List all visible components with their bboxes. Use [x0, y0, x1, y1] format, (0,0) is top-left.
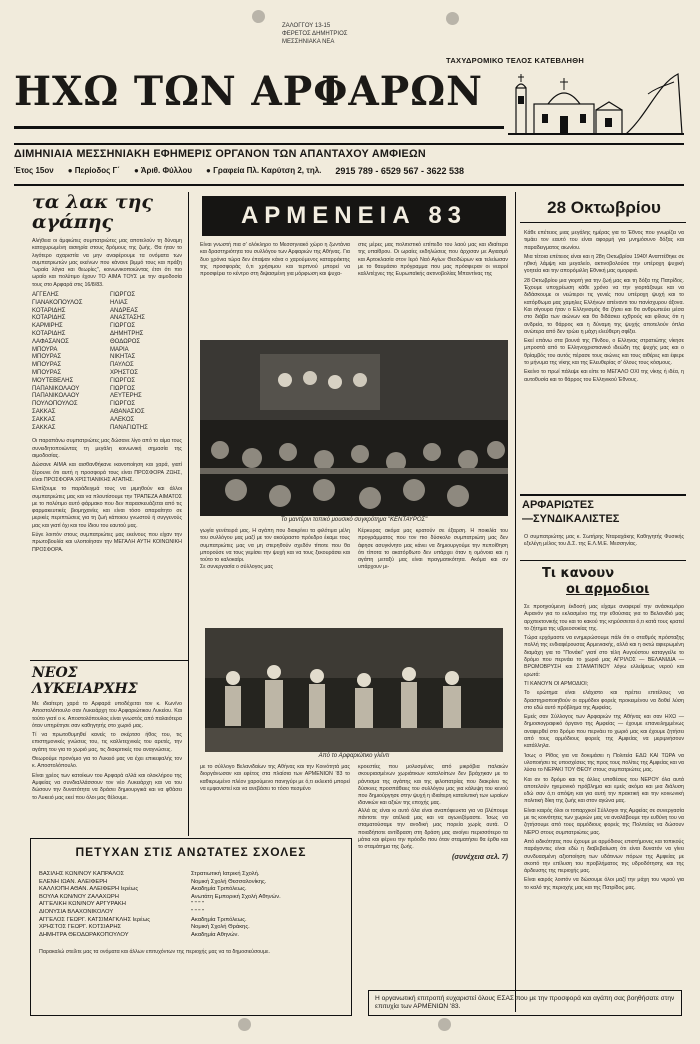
- donor-list: [32, 292, 182, 432]
- blood-article-paragraph: Οι παραπάνω συμπατριώτες μας δώσανε λίγο από το αίμα τους συνειδητοποιώντας τη μεγάλη κοινωνική σημασία της αιμοδοσίας.: [32, 438, 182, 460]
- donor-surname: ΑΓΓΕΛΗΣ: [32, 292, 59, 299]
- lyceum-title: ΛΥΚΕΙΑΡΧΗΣ: [32, 681, 138, 697]
- donor-surname: ΜΠΟΥΡΑΣ: [32, 354, 62, 361]
- donor-firstname: ΓΙΩΡΓΟΣ: [110, 377, 136, 384]
- donor-firstname: ΓΙΩΡΓΟΣ: [110, 292, 136, 299]
- concert-photo-caption: Το μαντέρνι τοπικό μουσικό συγκρότημα "ΚΕΝΤΑΥΡΟΣ": [280, 517, 428, 523]
- what-title: [522, 566, 686, 598]
- what-paragraph: Τώρα ερχόμαστε να ενημερώσουμε πάλι ότι ο σταθμός πρόσταξης πολλή της ενδιαφέρουσας Αρμενιακής, αλλά και η οκτώ αφιερωμένη διαμάχη για το "Πονάκι" γιατί στο τέλη Αυγούστου καταγγείλε το δρόμο που περνάει το χωριό μας ΑΓΡΙΛΟΣ — ΒΕΛΑΝΙΔΙΑ — ΒΡΩΜΟΒΡΥΣΗ και ΣΤΑΜΑΤΙΝΟΥ λόγω ελλείψεως νερού και ερωτά:: [524, 635, 684, 678]
- thanks-text: Η οργανωτική επιτροπή ευχαριστεί όλους ΕΣΑΣ που με την προσφορά και αγάπη σας βοηθήσατε στην επιτυχία των ΑΡΜΕΝΙΩΝ '83.: [375, 995, 675, 1010]
- armenia-text: [200, 528, 350, 572]
- student-name: ΚΑΛΛΙΟΠΗ ΑΘΑΝ. ΑΛΕΙΦΕΡΗ Ιερέως: [39, 886, 139, 893]
- donor-firstname: ΔΗΜΗΤΡΗΣ: [110, 331, 144, 338]
- what-question: ΤΙ ΚΑΝΟΥΝ ΟΙ ΑΡΜΟΔΙΟΙ;: [524, 680, 589, 687]
- student-name: ΒΟΥΛΑ ΚΩΝ/ΝΟΥ ΖΑΛΑΧΩΡΗ: [39, 893, 119, 900]
- universities-row: [39, 909, 343, 917]
- october-paragraph: Εκεί επάνω στα βουνά της Πίνδου, ο Ελληνας στρατιώτης νίκησε μπροστά από το Ελληνοχριστιανικό ιδεώδη της ψυχής μας και ο θρίαμβός του αυτός πέρασε τους αιώνες και τους αιθέρες και έφερε το μήνυμα της νίκης και της Ελευθερίας σ' όλους τους κόσμους.: [524, 338, 684, 367]
- donor-row: [32, 378, 182, 386]
- donor-surname: ΠΑΠΑΝΙΚΟΛΑΟΥ: [32, 393, 80, 400]
- donor-surname: ΜΠΟΥΡΑΣ: [32, 370, 62, 377]
- donor-surname: ΚΑΡΜΙΡΗΣ: [32, 323, 63, 330]
- donor-row: [32, 393, 182, 401]
- what-title-line: οι αρμοδιοι: [566, 582, 650, 597]
- universities-box: [30, 838, 352, 1016]
- donor-firstname: ΝΙΚΗΤΑΣ: [110, 354, 136, 361]
- divider: [30, 660, 188, 661]
- syndicalists-title-line: —ΣΥΝΔΙΚΑΛΙΣΤΕΣ: [522, 513, 620, 525]
- school-name: " " " ": [191, 901, 205, 908]
- punch-hole: [438, 1018, 451, 1031]
- student-name: ΑΓΓΕΛΙΚΗ ΚΩΝ/ΝΟΥ ΑΡΓΥΡΑΚΗ: [39, 901, 126, 908]
- donor-firstname: ΛΕΥΤΕΡΗΣ: [110, 393, 142, 400]
- october-paragraph: Μια τέτοια επέτειος είναι και η 28η Οκτωβρίου 1940! Αναπτέθηκε σε ηθική λάμψη και μεγαλείο, ακτινοβολούσε την υπέροχη ψυχική γοητεία και την απορόμιλλη Εθνική μας ομορφιά.: [524, 253, 684, 275]
- what-paragraph: Σε προηγούμενη έκδοσή μας είχαμε αναφερεί την ανάσκεμόρο Αιρανόν για το εκλασμένο της την εθούσιας για το Βελανιδιό μας αρχιτεκτονικής του και το κακού της κηρύσσεται ό,τι κατά τους κρατεί το ζήτημα της υβρεοσοκίας της.: [524, 604, 684, 632]
- armenia-paragraph: Αλλά ας είναι κι αυτό όλα είναι αναπόφευκτα για να βλέπουμε πάντοτε την ατέλειά μας και να αγωνιζόμαστε. Ίσως να σταματούσαμε την ανοδική μας πορεία χωρίς αυτά. Ο ποιαδήποτε αντίδραση στη δράση μας ανοίγει περισσότερο τα μάτια και φέρνει την πρόοδο που όταν σταματήσει θα έρθει και το σταμάτημα της ζωής.: [358, 807, 508, 851]
- blood-article-intro: Αλήθεια οι άμφιώτες συμπατριώτες μας αποτελούν τη δύναμη κατοχυρωμένη αισιηρία στους δρόμους της ζωής. Θα ήταν το λιγότερο αχαριστία να μην αναφέρουμε τα ονόματα των συμπατριωτών μας εκείνων που κάνανε βιμμό τους και πράξη "ωραία λόγια και θεωρίες", κοινωνικοποιώντας έτσι ότι πιο ωραίο και πολύτιμο έχουν ΤΟ ΑΙΜΑ ΤΟΥΣ με την αιμοδοσία τους στο Αρφαρά στις 16/8/83.: [32, 238, 182, 288]
- address-line: ΦΕΡΕΤΟΣ ΔΗΜΗΤΡΙΟΣ: [282, 31, 348, 37]
- column-rule: [188, 192, 189, 836]
- school-name: Ακαδημία Αθηνών.: [191, 931, 240, 938]
- donor-row: [32, 339, 182, 347]
- donor-row: [32, 362, 182, 370]
- postage-note: ΤΑΧΥΔΡΟΜΙΚΟ ΤΕΛΟΣ ΚΑΤΕΒΛΗΘΗ: [446, 56, 585, 65]
- donor-firstname: ΘΟΔΩΡΟΣ: [110, 338, 141, 345]
- column-rule: [515, 192, 516, 1012]
- armenia-paragraph: κροεστίες που μολυσμένες από μικρόβια παλαιών σκουριασμένων χωριάτικων καταλοίπων δεν βράχηκαν με το ράντισμα της αγάπης και της φιλοπατρίας που διακρίνει τις δύσκνες προσπάθειες του συλλόγου μας για κάλυψη του κενού που δημιούργησε στην ψυχή η ιδιαίτερη καταλυτική των ωραίων ιδανικών και αξιών της εποχής μας.: [358, 764, 508, 807]
- donor-firstname: ΗΛΙΑΣ: [110, 299, 128, 306]
- donor-surname: ΜΠΟΥΡΑ: [32, 346, 58, 353]
- donor-surname: ΣΑΚΚΑΣ: [32, 409, 56, 416]
- donor-row: [32, 347, 182, 355]
- what-article: [524, 604, 684, 892]
- donor-surname: ΣΑΚΚΑΣ: [32, 416, 56, 423]
- donor-surname: ΓΙΑΝΑΚΟΠΟΥΛΟΣ: [32, 299, 83, 306]
- donor-surname: ΚΟΤΑΡΙΔΗΣ: [32, 307, 66, 314]
- what-paragraph: Το ερώτημα είναι ελάχιστο και πρέπει επιτέλους να δραστηριοποιηθούν οι αρμόδιοι φορείς προκειμένου να δοθεί λύση στο εδώ αυτό πρόβλημα της Αμφείας.: [524, 690, 684, 711]
- armenia-paragraph: Σε συνεργασία ο σύλλογος μας: [200, 564, 274, 571]
- donor-row: [32, 300, 182, 308]
- armenia-text: Κέρκυρας ακόμα μας κρατούν σε έξαρση. Η ποικιλία του προγράμματος που τον πιο δύσκολο συμπατριώτη μας δεν άφησε ασυγκίνητο μας κάνει να δημιουργούμε την πεποίθηση ότι τίποτα το ακατόρθωτο δεν υπάρχει όταν η ομόνοια και η αγάπη μεταξύ μας είναι πραγματικότητα. Ακόμα και αν υπάρχουν μι-: [358, 528, 508, 571]
- donor-firstname: ΓΙΩΡΓΟΣ: [110, 385, 136, 392]
- address-line: ΜΕΣΣΗΝΙΑΚΑ ΝΕΑ: [282, 39, 335, 45]
- school-name: " " " ": [191, 908, 205, 915]
- donor-row: [32, 292, 182, 300]
- school-name: Νομική Σχολή Θεσσαλονίκης.: [191, 878, 267, 885]
- donor-row: [32, 315, 182, 323]
- donor-row: [32, 308, 182, 316]
- punch-hole: [238, 1018, 251, 1031]
- donor-row: [32, 354, 182, 362]
- donor-firstname: ΠΑΝΑΓΙΩΤΗΣ: [110, 424, 148, 431]
- donor-surname: ΠΟΥΛΟΠΟΥΛΟΣ: [32, 401, 78, 408]
- blood-article-title: τα λακ της αγάπης: [32, 191, 153, 233]
- festival-photo-caption: Από το Αρφαριώτικο γλέντι: [318, 753, 390, 759]
- period: ● Περίοδος Γ΄: [67, 166, 120, 175]
- divider: [520, 222, 686, 223]
- student-name: ΑΓΓΕΛΟΣ ΓΕΩΡΓ. ΚΑΤΣΙΜΑΓΚΛΗΣ Ιερέως: [39, 916, 151, 923]
- what-paragraph: Και αν το δρόμο και τις άλλες υποθέσεις του ΝΕΡΟΥ όλα αυτά αποτελούν ηγεμονικό πρόβλημα και εμείς ακόμα και μια διάλυση εδώ σαν ό,τι απόψη και για αυτή την πρακτική και την κοινωνική πολιτική δίκη της ζωής και στον αγώνα μας.: [524, 776, 684, 805]
- universities-row: [39, 894, 343, 902]
- school-name: Ακαδημία Τριπόλεως.: [191, 916, 247, 923]
- donor-row: [32, 425, 182, 433]
- october-title: 28 Οκτωβρίου: [547, 198, 661, 217]
- donor-firstname: ΑΛΕΚΟΣ: [110, 416, 135, 423]
- lyceum-paragraph: Θεωρούμε προνόμιο για το Λυκειό μας να έχει επικεφαλής τον κ. Αποστολόπουλο.: [32, 756, 182, 770]
- october-paragraph: Κάθε επέτειος μιας μεγάλης ημέρας για το Έθνος που γνωρίζει να τιμάει τον εαυτό του είναι αφορμή για μνημόσυνο δόξας και παραδειγματος αιωνίου.: [524, 230, 684, 251]
- punch-hole: [252, 10, 265, 23]
- concert-photo: [200, 340, 508, 516]
- lyceum-title: ΝΕΟΣ: [32, 665, 78, 681]
- armenia-paragraph: γωγία γενέτειρά μας. Η αγάπη που διακρίνει τα φιλότιμα μέλη του συλλόγου μας μαζί με τον ακούραστο πρόεδρο έκαμε τους συμπατριώτες μας να μη στερηθούν σχεδόν τίποτε που θα μπορούσε να τους γεμίσει την ψυχή και να τους ξεκουράσει και τούτο το καλοκαίρι.: [200, 528, 350, 564]
- donor-surname: ΚΟΤΑΡΙΔΗΣ: [32, 331, 66, 338]
- festival-photo: [205, 628, 503, 752]
- october-paragraph: 28 Οκτωβρίου μια γιορτή για την ζωή μας και τη δόξα της Πατρίδος. Έχουμε υποχρέωση κάθε χρόνο να την γιορτάζουμε και να διδάσκουμε οι νεώτεροι τις γενιές που υπέροχη ψυχή και το κατόρθωμα μας χαμηλες Ελλήνων απέναντι του πανίσχυρου άξονα. Και σίγουρα ήταν ο Ελληνισμός θα ζήσει και θα ανθρωπεύει μέσα στο διάβα των αιώνων και θα διδάσκει εχθρούς και φίλους ότι η ανδρεία, το θάρρος και η δύναμη της ψυχής αποτελούν όπλα ανώτερα από δεν τρώει η μάχη ελεύθερη σφίξει.: [524, 277, 684, 335]
- school-name: Νομική Σχολή Θράκης.: [191, 924, 250, 931]
- divider: [520, 494, 686, 496]
- issue: ● Άριθ. Φύλλου: [133, 166, 193, 175]
- what-paragraph: Είναι καιρός όλοι οι τοπαρχικοί Σύλλογοι της Αμφείας σε συνεργασία με τις κοινότητες των χωριών μας να αναλάβουμε την ευθύνη του να ζητήσουμε από τους αρμόδιους φορείς της Πολιτείας να δώσουν ΝΕΡΟ στους συμπατριώτες μας.: [524, 807, 684, 836]
- continued-note: (συνέχεια σελ. 7): [452, 853, 508, 861]
- donor-firstname: ΠΑΥΛΟΣ: [110, 362, 134, 369]
- punch-hole: [446, 12, 459, 25]
- lyceum-paragraph: Τί να πρωτοθυμηθεί κανείς το σκέρτσο ήθος του, τις επιστημονικές γνώσεις του, τις καλλιτεχνικές του αρετές, την αγάπη του για το χωριό μας, τις διακριτικές του αναγνώσεις.: [32, 732, 182, 753]
- masthead-info-line: [14, 166, 694, 176]
- office: ● Γραφεία Πλ. Καρύτση 2, τηλ.: [206, 166, 322, 175]
- donor-row: [32, 409, 182, 417]
- year: Έτος 15ον: [14, 166, 54, 175]
- masthead-rule: [14, 126, 504, 129]
- universities-row: [39, 924, 343, 932]
- armenia-text: [358, 764, 508, 861]
- universities-row: [39, 871, 343, 879]
- donor-surname: ΠΑΠΑΝΙΚΟΛΑΟΥ: [32, 385, 80, 392]
- syndicalists-title: [522, 498, 686, 526]
- student-name: ΒΑΣΙΛΗΣ ΚΩΝ/ΝΟΥ ΚΑΠΡΑΛΟΣ: [39, 871, 125, 877]
- lyceum-paragraph: Με ιδιαίτερη χαρά το Αρφαρά υποδέχεται τον κ. Κων/νο Αποστολόπουλο σαν Λυκειάρχη του Αρφαριώτικου Λυκείου. Και τούτο γιατί ο κ. Αποστολόπουλος είναι γνωστός από παλαιότερα όταν υπηρέτησε σαν καθηγητής στο χωριό μας.: [32, 701, 182, 729]
- donor-firstname: ΑΝΑΣΤΑΣΗΣ: [110, 315, 146, 322]
- armenia-banner-text: ΑΡΜΕΝΕΙΑ 83: [240, 202, 468, 229]
- phones: 2915 789 - 6529 567 - 3622 538: [335, 166, 464, 176]
- universities-list: [39, 871, 343, 939]
- school-name: Ανωτάτη Εμπορική Σχολή Αθηνών.: [191, 893, 281, 900]
- what-paragraph: Είναι καιρός λοιπόν να δώσουμε όλοι μαζί την μάχη του νερού για το καλό της περιοχής μας και της Πατρίδος μας.: [524, 877, 684, 891]
- donor-row: [32, 331, 182, 339]
- donor-row: [32, 323, 182, 331]
- lyceum-paragraph: Είναι χρέος των κατοίκων του Αρφαρά αλλά και ολοκλήρου της Αμφείας να συνδιαλλάσσουν τον νέο Λυκειάρχη και να του δώσουν την δυνατότητα να δράσει δημιουργικά και να φθάσει το Λυκειό μας εκεί που όλοι μας θέλουμε.: [32, 772, 182, 801]
- october-paragraph: Εκείνο το πρωί πάλεψε και είπε το ΜΕΓΑΛΟ ΟΧΙ της νίκης ή ιδέα, η αυτοθυσία και το θάρρος του Ελληνικού Έθνους.: [524, 369, 684, 383]
- universities-note: Παρακαλώ στείλτε μας τα ονόματα και άλλων επιτυχόντων της περιοχής μας να τα δημοσιεύσουμε.: [39, 949, 270, 956]
- left-column: [32, 192, 182, 554]
- universities-row: [39, 901, 343, 909]
- donor-surname: ΣΑΚΚΑΣ: [32, 424, 56, 431]
- donor-firstname: ΓΙΩΡΓΟΣ: [110, 401, 136, 408]
- armenia-text: στις μέρες μας πολιτιστικό επίπεδο του λαού μας και ιδιαίτερα της υπαίθρου. Οι ωραίες εκδηλώσεις που άρχισαν με Αγιασμό και Αρτοκλασία στον Ιερό Ναό Αγίων Θεοδώρων και τελείωσαν με το θαυμάσιο πρόγραμμα που μας πρόσφεραν οι νεαροί καλλιτέχνες της Ευρωπαϊκής ακτινοβολίας Μπαντίνας της: [358, 242, 508, 278]
- blood-article-paragraph: Ελπίζουμε το παράδειγμά τους να μιμηθούν και άλλοι συμπατριώτες μας και να πλουτίσουμε την ΤΡΑΠΕΖΑ ΑΙΜΑΤΟΣ με το πολύτιμο αυτό φάρμακο που δεν παρασκευάζεται από τις φαρμακευτικές βιομηχανίες και είναι τόσο απαραίτητο σε μερικές περιπτώσεις για τη ζωή κάποιου γνωστού ή συγγενούς μας και γιατί όχι και του ίδιου του εαυτού μας.: [32, 486, 182, 529]
- armenia-text: Είναι γνωστή πια σ' ολόκληρο το Μεσσηνιακό χώρο η ζωντάνια και δραστηριότητα του συλλόγου των Αρφαριών της Αθήνας. Για δυο χρόνια τώρα δεν έπαψαν κάνα ο χαρούμενος καταρράκτης της προσφοράς ό,τι χρήσιμου και τερπνού μπορεί να προσφέρει το κέντρο στη διψασμένη για μόρφωση και ψυχα-: [200, 242, 350, 278]
- universities-title: ΠΕΤΥΧΑΝ ΣΤΙΣ ΑΝΩΤΑΤΕΣ ΣΧΟΛΕΣ: [75, 845, 307, 859]
- school-name: Στρατιωτική Ιατρική Σχολή.: [191, 871, 260, 877]
- church-illustration: [508, 64, 684, 140]
- address-label: [282, 22, 418, 46]
- donor-row: [32, 417, 182, 425]
- blood-article-paragraph: Δώσανε ΑΙΜΑ και αισθανθήκανε ικανοποίηση και χαρά, γιατί ξέρουνε ότι αυτή η προσφορά τους είναι ΠΡΟΣΦΟΡΑ ΖΩΗΣ, είναι ΠΡΟΣΦΟΡΑ ΧΡΙΣΤΙΑΝΙΚΗΣ ΑΓΑΠΗΣ.: [32, 462, 182, 483]
- donor-firstname: ΑΝΔΡΕΑΣ: [110, 307, 139, 314]
- what-title-line: Τι κανουν: [542, 566, 615, 581]
- donor-firstname: ΜΑΡΙΑ: [110, 346, 129, 353]
- masthead-subtitle: ΔΙΜΗΝΙΑΙΑ ΜΕΣΣΗΝΙΑΚΗ ΕΦΗΜΕΡΙΣ ΟΡΓΑΝΟΝ ΤΩΝ ΑΠΑΝΤΑΧΟΥ ΑΜΦΙΕΩΝ: [14, 148, 426, 160]
- donor-row: [32, 370, 182, 378]
- donor-firstname: ΓΙΩΡΓΟΣ: [110, 323, 136, 330]
- what-paragraph: Εμείς σαν Σύλλογος των Αρφαριών της Αθήνας και σαν ΗΧΩ — δημοσιογραφικό όργανο της Αμφείας — έχουμε επανειλημμένως αναφερθεί στο δρόμο που περνάει το χωριό μας και έχουμε ζητήσει από τους αρμόδιους φορείς της Αμφείας να μεριμνήσουν κατάλληλα.: [524, 714, 684, 750]
- student-name: ΔΗΜΗΤΡΑ ΘΕΟΔΩΡΑΚΟΠΟΥΛΟΥ: [39, 931, 129, 938]
- armenia-banner: [202, 196, 506, 236]
- universities-row: [39, 886, 343, 894]
- lyceum-article: [32, 666, 182, 802]
- thanks-box: [368, 990, 682, 1016]
- what-paragraph: Ίσως ο Ρίθος για να δοκιμάσει η Πολιτεία ΕΔΩ ΚΑΙ ΤΩΡΑ να υλοποιήσει τις υποσχέσεις της προς τους πολίτες της Αμφείας και να λύσει το ΝΕΡΑΚΙ ΤΟΥ ΘΕΟΥ στους συμπατριώτες μας.: [524, 752, 684, 774]
- donor-surname: ΜΠΟΥΡΑΣ: [32, 362, 62, 369]
- syndicalists-text: Ο συμπατριώτης μας κ. Σωτήρης Νταραχάκης Καθηγητής Φυσικής εξελέγη μέλος του Δ.Σ. της Ε.Λ.Μ.Ε. Μεσσηνίας.: [524, 534, 684, 548]
- donor-surname: ΛΑΦΑΣΑΝΟΣ: [32, 338, 69, 345]
- donor-surname: ΚΟΤΑΡΙΔΗΣ: [32, 315, 66, 322]
- donor-firstname: ΧΡΗΣΤΟΣ: [110, 370, 138, 377]
- universities-row: [39, 932, 343, 940]
- blood-article-paragraph: Εύγε λοιπόν στους συμπατριώτες μας εκείνους που είχαν την πρωτοβουλία και υλοποίησαν την ΜΕΓΑΛΗ ΑΥΤΗ ΚΟΙΝΩΝΙΚΗ ΠΡΟΣΦΟΡΑ.: [32, 531, 182, 553]
- school-name: Ακαδημία Τριπόλεως.: [191, 886, 247, 893]
- masthead-rule: [14, 143, 684, 145]
- armenia-text: με το σύλλογο Βελανιδαίων της Αθήνας και την Κοινότητά μας διοργάνωσαν και εφέτος στα πλαίσια των ΑΡΜΕΝΙΩΝ '83 το καθιερωμένο πλέον χαρούμενο πανηγύρι με ό,τι εκλεκτό μπορεί να εμφανιστεί και να ανεβάσει το τόσο πεσμένο: [200, 764, 350, 792]
- student-name: ΔΙΟΝΥΣΙΑ ΒΛΑΧΟΝΙΚΟΛΟΥ: [39, 908, 114, 915]
- address-line: ΖΑΛΟΓΓΟΥ 13-15: [282, 23, 331, 29]
- divider: [14, 184, 684, 186]
- student-name: ΧΡΗΣΤΟΣ ΓΕΩΡΓ. ΚΟΤΣΙΑΡΗΣ: [39, 924, 122, 931]
- donor-row: [32, 386, 182, 394]
- donor-firstname: ΑΘΑΝΑΣΙΟΣ: [110, 409, 145, 416]
- what-paragraph: Από ειδικότητας που έχουμε με αρμόδιους επιστήμονες και τοπικούς παράγοντες είναι εδώ η διαβεβαίωση ότι είναι δυνατόν να γίνει συνδυασμένη αξιοποίηση των υδάτινων πόρων της Αμφείας με σκοπό την επίλυση του προβλήματος της υδροδότησης και της άρδευσης της περιοχής μας.: [524, 838, 684, 875]
- donor-row: [32, 401, 182, 409]
- october-article: [524, 230, 684, 384]
- donor-surname: ΜΟΥΤΕΒΕΛΗΣ: [32, 377, 74, 384]
- divider: [520, 560, 686, 561]
- student-name: ΕΛΕΝΗ ΙΩΑΝ. ΑΛΕΙΦΕΡΗ: [39, 878, 108, 885]
- syndicalists-title-line: ΑΡΦΑΡΙΩΤΕΣ: [522, 499, 594, 511]
- masthead-title: ΗΧΩ ΤΩΝ ΑΡΦΑΡΩΝ: [14, 68, 483, 115]
